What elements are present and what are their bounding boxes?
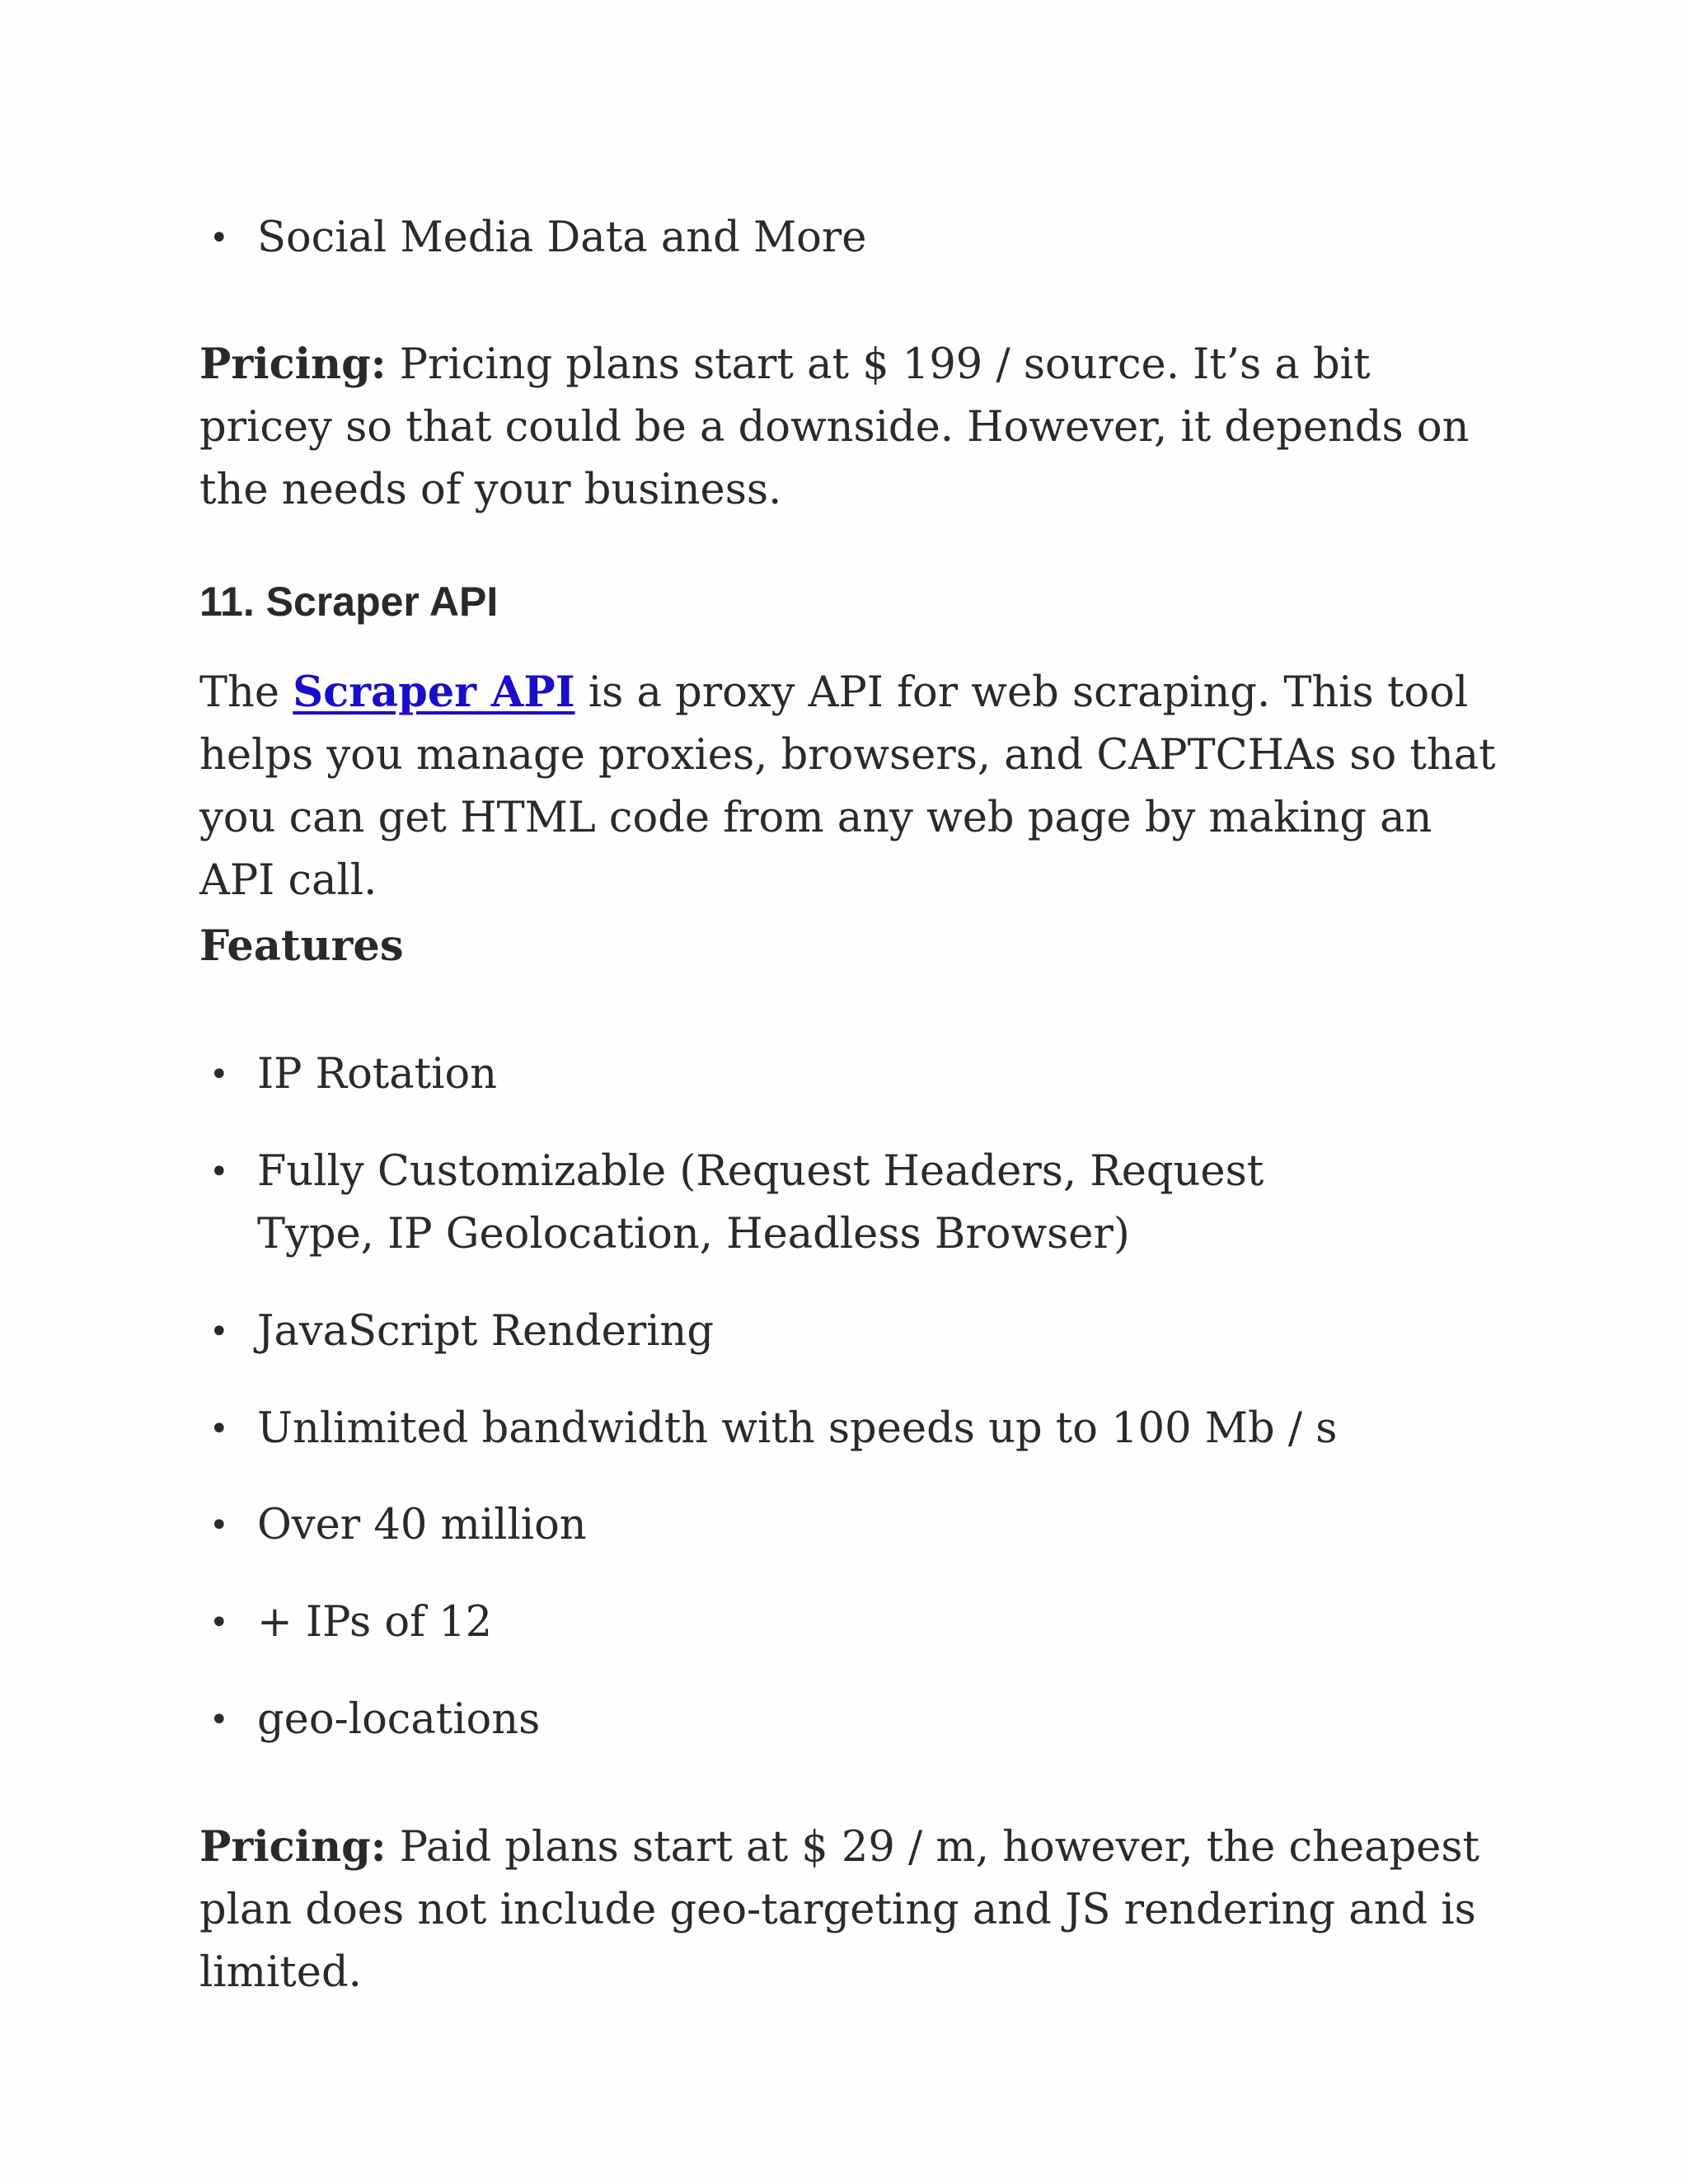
list-item-text: Unlimited bandwidth with speeds up to 100 Mb / s [257, 1404, 1338, 1453]
bullet-icon: • [209, 1056, 229, 1094]
pricing-paragraph [199, 1816, 1502, 2004]
intro-suffix: is a proxy API for web scraping. This tool helps you manage proxies, browsers, and CAPTCHAs so that you can get HTML code from any web page by making an API call. [199, 668, 1496, 905]
pricing-label: Pricing: [199, 1822, 387, 1872]
list-item-text: Over 40 million [257, 1501, 587, 1549]
pricing-text: Pricing plans start at $ 199 / source. It’s a bit pricey so that could be a downside. However, it depends on the needs of your business. [199, 340, 1470, 514]
scraper-api-link[interactable]: Scraper API [293, 668, 575, 717]
list-item-text: + IPs of 12 [257, 1598, 493, 1647]
section-title: 11. Scraper API [199, 579, 499, 625]
bullet-icon: • [209, 1701, 229, 1739]
bullet-icon: • [209, 219, 229, 257]
bullet-icon: • [209, 1153, 229, 1191]
pricing-label: Pricing: [199, 340, 387, 389]
list-item-text: JavaScript Rendering [257, 1307, 715, 1356]
features-heading: Features [199, 921, 404, 971]
intro-prefix: The [199, 668, 293, 717]
bullet-icon: • [209, 1313, 229, 1351]
bullet-icon: • [209, 1507, 229, 1544]
list-item-text: Social Media Data and More [257, 213, 867, 262]
pricing-paragraph [199, 333, 1502, 522]
intro-paragraph [199, 661, 1502, 912]
list-item-text: geo-locations [257, 1695, 541, 1744]
list-item-text: Fully Customizable (Request Headers, Request Type, IP Geolocation, Headless Browser) [257, 1147, 1264, 1258]
bullet-icon: • [209, 1604, 229, 1642]
bullet-icon: • [209, 1410, 229, 1448]
pricing-text: Paid plans start at $ 29 / m, however, the cheapest plan does not include geo-targeting and JS rendering and is limited. [199, 1823, 1480, 1997]
list-item-text: IP Rotation [257, 1050, 498, 1099]
